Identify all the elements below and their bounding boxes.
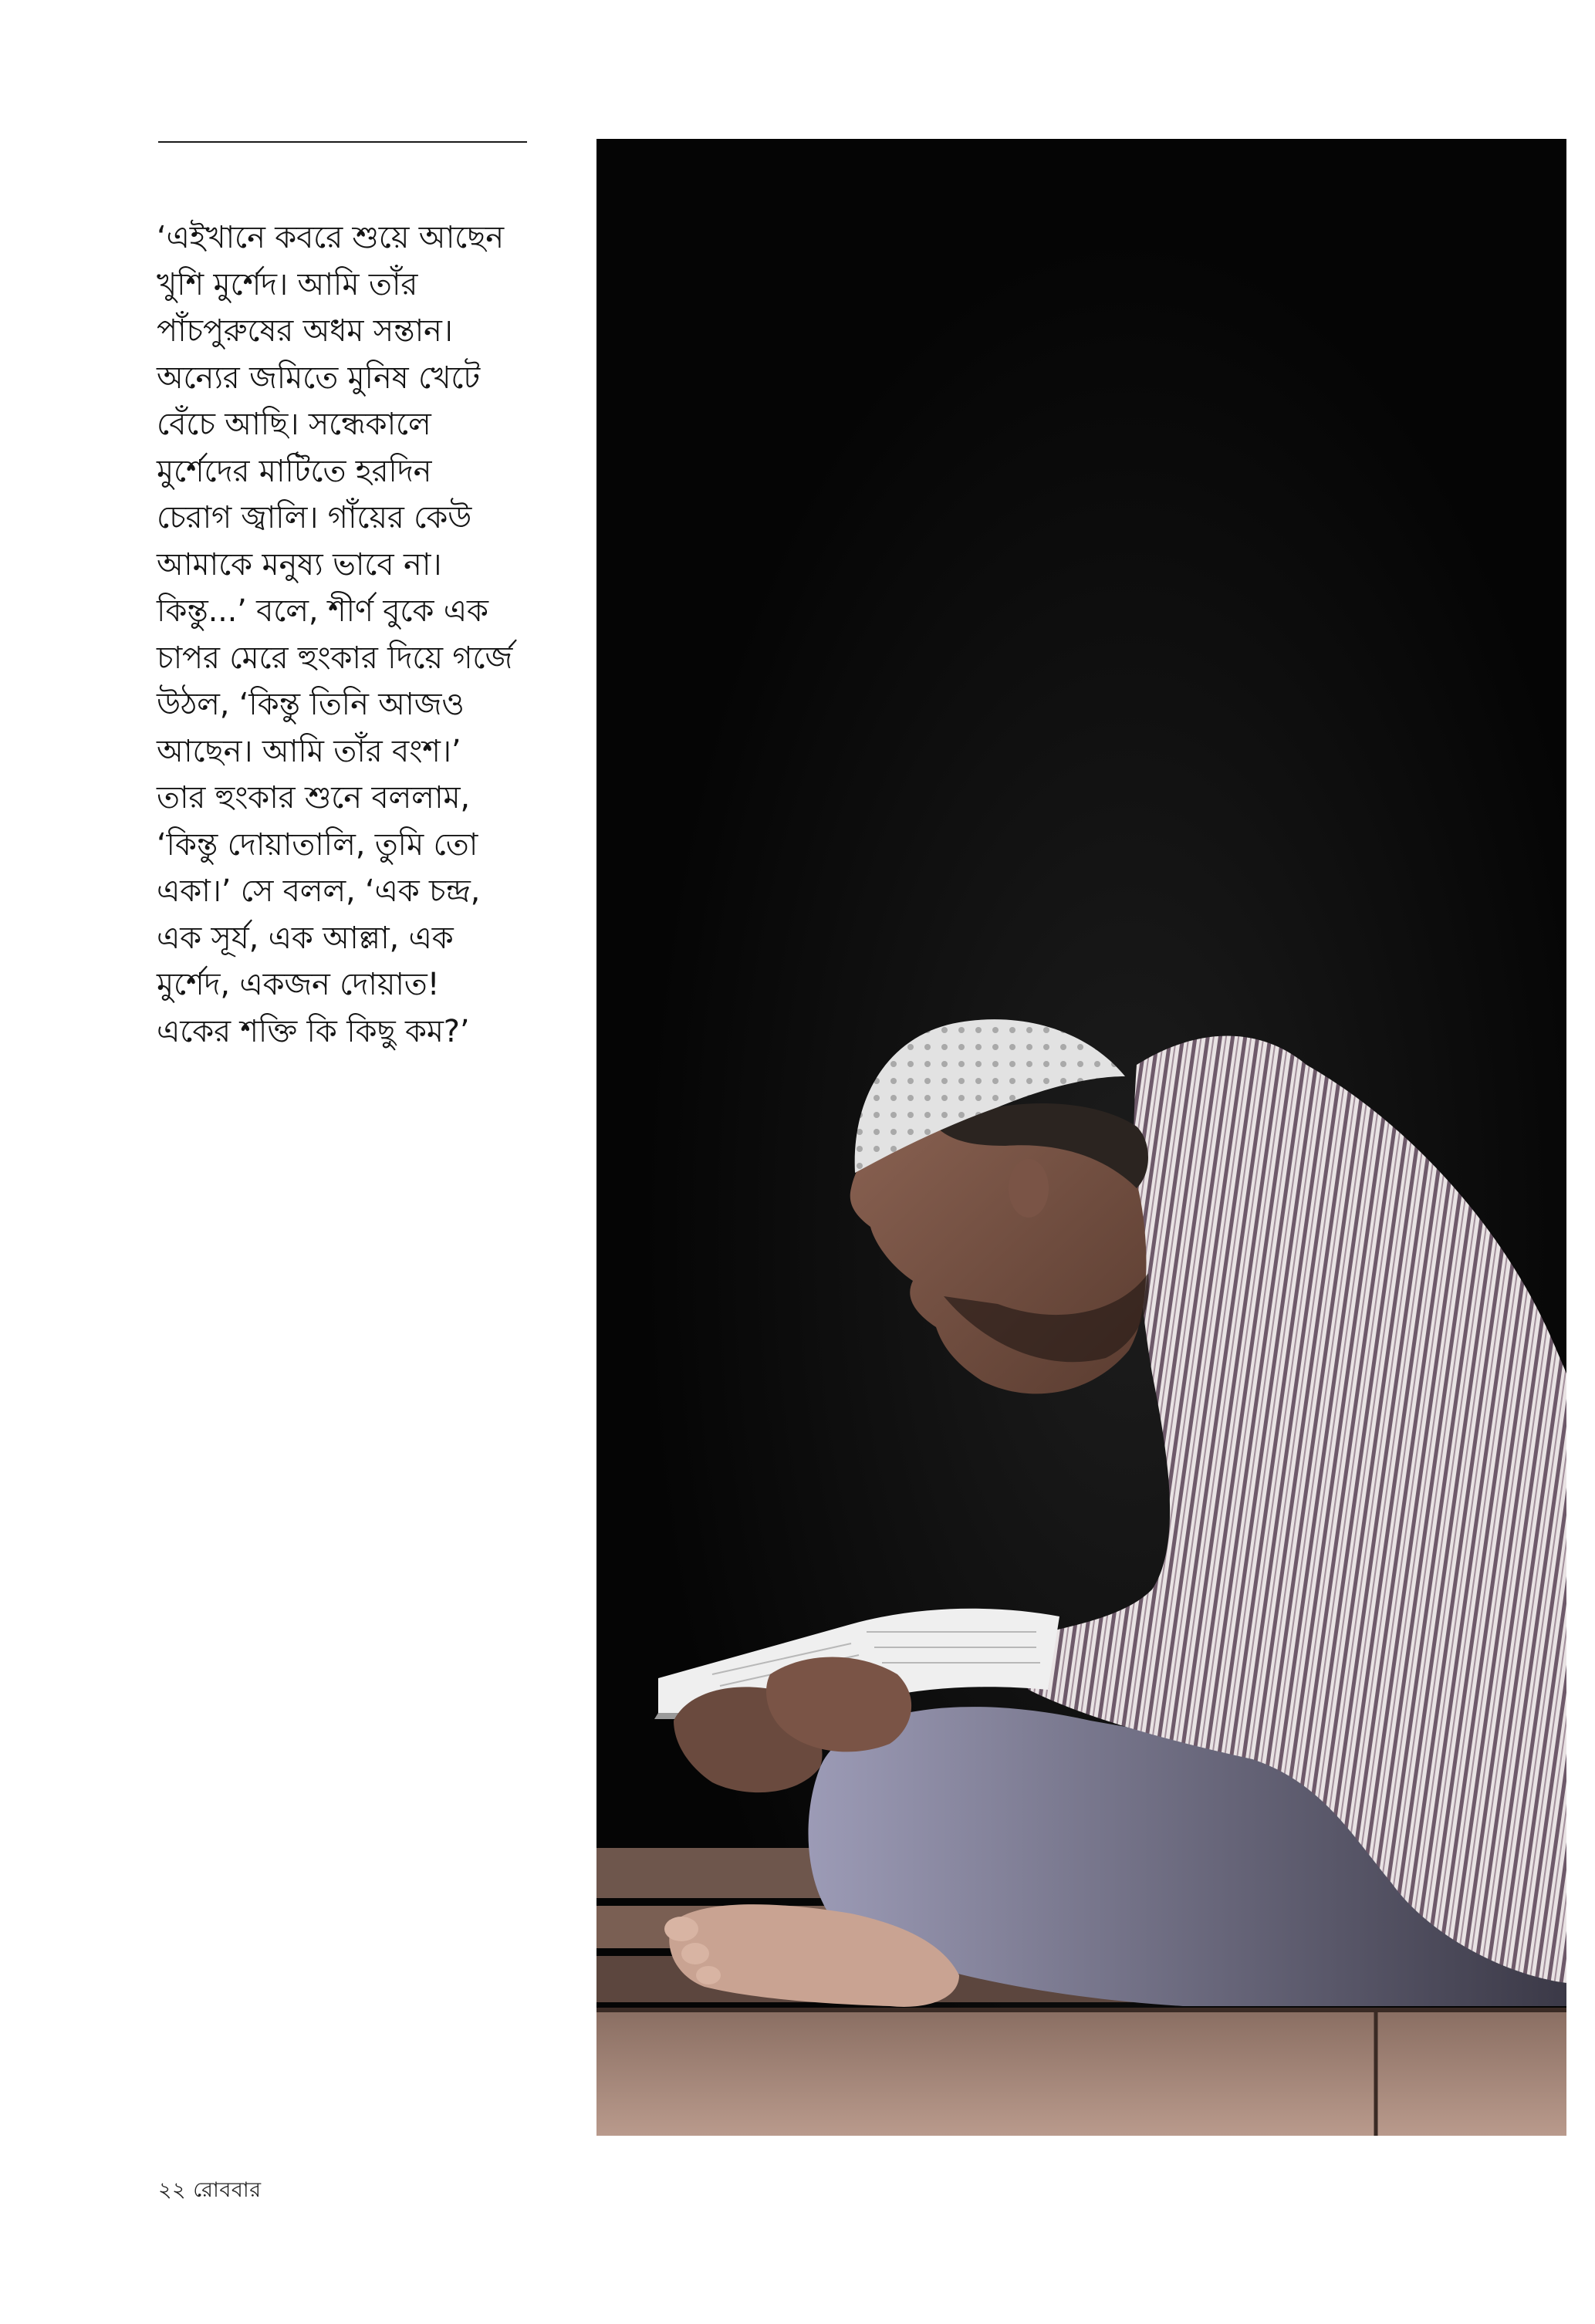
quote-line: আমাকে মনুষ্য ভাবে না। [157, 546, 442, 583]
ear [1009, 1159, 1049, 1218]
quote-line: পাঁচপুরুষের অধম সন্তান। [157, 313, 453, 349]
quote-line: বেঁচে আছি। সন্ধেকালে [157, 407, 431, 442]
quote-line: আছেন। আমি তাঁর বংশ।’ [157, 733, 461, 769]
quote-line: খুশি মুর্শেদ। আমি তাঁর [157, 266, 418, 302]
photo-man-reading [596, 139, 1566, 2136]
quote-line: একা।’ সে বলল, ‘এক চন্দ্র, [157, 873, 481, 909]
pull-quote [157, 214, 558, 1055]
quote-line: কিন্তু...’ বলে, শীর্ণ বুকে এক [157, 593, 488, 629]
top-rule [158, 141, 527, 143]
quote-line: চেরাগ জ্বালি। গাঁয়ের কেউ [157, 500, 472, 535]
quote-line: মুর্শেদ, একজন দোয়াত! [157, 967, 440, 1002]
page-folio: ২২ রোববার [158, 2178, 262, 2202]
quote-line: চাপর মেরে হুংকার দিয়ে গর্জে [157, 640, 513, 676]
quote-line: উঠল, ‘কিন্তু তিনি আজও [157, 687, 465, 722]
quote-line: অন্যের জমিতে মুনিষ খেটে [157, 360, 481, 396]
quote-line: ‘কিন্তু দোয়াতালি, তুমি তো [157, 826, 478, 863]
quote-line: মুর্শেদের মাটিতে হরদিন [157, 453, 432, 489]
quote-line: এক সূর্য, এক আল্লা, এক [157, 920, 454, 956]
photo-illustration [596, 139, 1566, 2136]
quote-line: তার হুংকার শুনে বললাম, [157, 780, 470, 816]
quote-line: ‘এইখানে কবরে শুয়ে আছেন [157, 220, 504, 255]
quote-line: একের শক্তি কি কিছু কম?’ [157, 1013, 470, 1049]
